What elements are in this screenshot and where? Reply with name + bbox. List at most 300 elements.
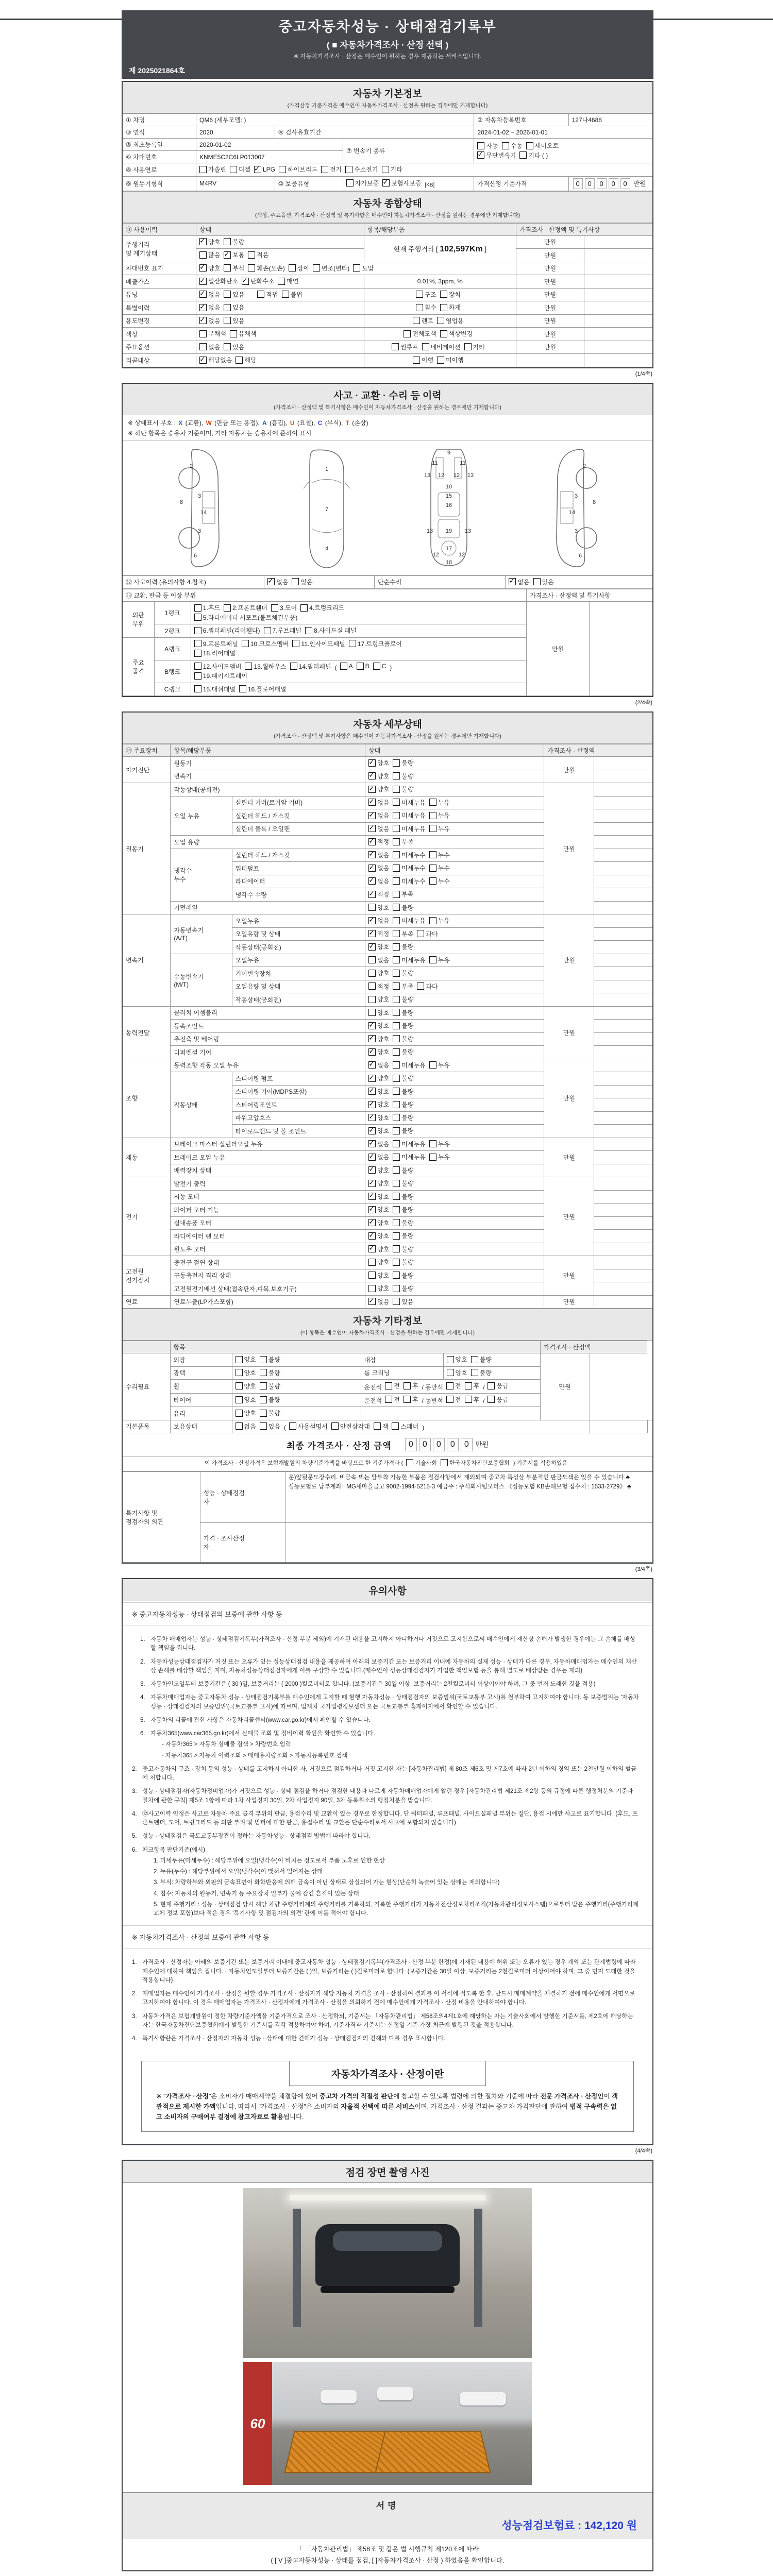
checkbox-미세누수[interactable] <box>393 851 425 859</box>
checkbox-네비게이션[interactable] <box>422 343 461 351</box>
checkbox-양호[interactable] <box>368 903 389 912</box>
checkbox-label: A <box>348 663 353 670</box>
checkbox-양호[interactable] <box>368 1113 389 1122</box>
checkbox-많음[interactable] <box>199 250 220 259</box>
checkbox-누유[interactable] <box>429 916 450 925</box>
checkbox-양호[interactable] <box>368 1021 389 1030</box>
checkbox-box-icon <box>393 904 400 911</box>
comp-row-item: 현재 주행거리 [ 102,597Km ] <box>364 235 516 262</box>
checkbox-있음[interactable] <box>224 343 244 351</box>
checkbox-2.프론트휀더[interactable] <box>224 603 267 612</box>
checkbox-B[interactable] <box>357 663 369 670</box>
checkbox-불량[interactable] <box>393 1113 413 1122</box>
checkbox-구조[interactable] <box>416 290 436 299</box>
checkbox-box-icon <box>260 1356 267 1363</box>
checkbox-부식[interactable] <box>224 264 244 273</box>
checkbox-box-icon <box>292 640 299 647</box>
checkbox-불량[interactable] <box>393 1100 413 1109</box>
checkbox-불량[interactable] <box>393 1021 413 1030</box>
checkbox-영업용[interactable] <box>437 316 464 325</box>
checkbox-양호[interactable] <box>368 785 389 793</box>
checkbox-미세누수[interactable] <box>393 863 425 872</box>
checkbox-가솔린[interactable] <box>199 165 226 174</box>
checkbox-불량[interactable] <box>260 1355 280 1364</box>
checkbox-있음[interactable] <box>224 290 244 299</box>
checkbox-무채색[interactable] <box>199 329 226 338</box>
checkbox-미세누유[interactable] <box>393 824 425 833</box>
checkbox-미세누유[interactable] <box>393 1153 425 1161</box>
device-item-status <box>365 862 544 875</box>
checkbox-해당[interactable] <box>236 355 256 364</box>
checkbox-양호[interactable] <box>368 1218 389 1227</box>
checkbox-양호[interactable] <box>236 1368 256 1377</box>
checkbox-label: 11.인사이드패널 <box>301 640 345 648</box>
checkbox-5.라디에이터 서포트(볼트체결부품)[interactable] <box>194 613 298 622</box>
checkbox-미세누유[interactable] <box>393 798 425 807</box>
checkbox-미세누유[interactable] <box>393 1140 425 1148</box>
pricing-definition-title: 자동차가격조사 · 산정이란 <box>289 2061 486 2086</box>
opinion-text: 운)앞뒷문도장수리. 비금속 또는 탈부착 가능한 부품은 점검사항에서 제외되며 중고차 특성상 부분적인 판금도색은 있을 수 있습니다.♣ 성능보험료 납부계좌 : MG새마을금고 9002-1994-5215-3 예금주 : 주식회사팀모터스 《성능보험 KB손해보험 접수처 : 1533-2729》 ♣ <box>285 1472 652 1523</box>
checkbox-없음[interactable] <box>199 303 220 312</box>
checkbox-box-icon <box>368 851 376 858</box>
legend-desc: (교환), <box>183 419 205 427</box>
checkbox-상이[interactable] <box>289 264 309 273</box>
checkbox-양호[interactable] <box>368 1074 389 1082</box>
checkbox-있음[interactable] <box>292 578 312 586</box>
checkbox-3.도어[interactable] <box>271 603 297 612</box>
checkbox-불량[interactable] <box>393 1271 413 1280</box>
checkbox-없음[interactable] <box>199 290 220 299</box>
checkbox-7.루브패널[interactable] <box>264 626 301 635</box>
checkbox-적음[interactable] <box>248 250 268 259</box>
checkbox-C[interactable] <box>373 663 386 670</box>
checkbox-양호[interactable] <box>236 1382 256 1391</box>
checkbox-box-icon <box>393 812 400 819</box>
checkbox-전[interactable] <box>385 1395 400 1404</box>
checkbox-label: 양호 <box>377 1048 390 1056</box>
checkbox-1.후드[interactable] <box>194 603 220 612</box>
checkbox-label: 불량 <box>401 786 414 793</box>
checkbox-양호[interactable] <box>236 1355 256 1364</box>
device-subgroup-label: 작동상태 <box>171 1072 232 1138</box>
checkbox-8.사이드실 패널[interactable] <box>305 626 357 635</box>
notice-item-text: 자동차가격은 보험개발원이 정한 차량기준가액을 기준가격으로 조사 · 산정하되, 기준서는 「자동차관리법」 제58조의4제1호에 해당하는 자는 기술사회에서 발행한 기준서를, 제2호에 해당하는 자는 한국자동차진단보증협회에서 발행한 기준서를 각각 적용하여야 하며, 기준가격과 기준서는 산정일 기준 가장 최근에 발행된 것을 적용합니다. <box>142 2013 633 2028</box>
device-row-note <box>594 1151 652 1164</box>
checkbox-없음[interactable] <box>199 316 220 325</box>
checkbox-훼손(오손)[interactable] <box>248 264 284 273</box>
checkbox-box-icon <box>404 1382 411 1389</box>
checkbox-무단변속기[interactable] <box>477 151 516 160</box>
checkbox-없음[interactable] <box>368 1061 389 1070</box>
checkbox-부족[interactable] <box>393 982 413 991</box>
checkbox-양호[interactable] <box>368 1179 389 1188</box>
checkbox-기타 ( )[interactable] <box>519 151 548 160</box>
checkbox-14.필러패널[interactable] <box>290 662 331 671</box>
checkbox-17.트렁크플로어[interactable] <box>349 639 402 648</box>
checkbox-label: 렌트 <box>421 317 433 325</box>
checkbox-불량[interactable] <box>260 1409 280 1417</box>
checkbox-후[interactable] <box>465 1395 480 1404</box>
pricing-text-segment: 에 참고할 수 있도록 법령에 의한 절차와 기준에 따라 <box>393 2093 541 2100</box>
checkbox-양호[interactable] <box>368 1087 389 1096</box>
checkbox-불량[interactable] <box>260 1368 280 1377</box>
checkbox-적정[interactable] <box>368 929 389 938</box>
checkbox-있음[interactable] <box>533 578 554 586</box>
checkbox-미세누유[interactable] <box>393 916 425 925</box>
checkbox-적정[interactable] <box>368 890 389 899</box>
device-subgroup-label: 냉각수 누수 <box>171 849 232 901</box>
checkbox-불량[interactable] <box>260 1395 280 1404</box>
rank-note <box>590 602 652 696</box>
checkbox-매연[interactable] <box>278 277 298 285</box>
checkbox-box-icon <box>413 317 420 324</box>
checkbox-양호[interactable] <box>368 1271 389 1280</box>
checkbox-없음[interactable] <box>368 798 389 807</box>
checkbox-없음[interactable] <box>368 1297 389 1306</box>
diagram-zone-number: 13 <box>467 472 474 479</box>
checkbox-없음[interactable] <box>368 916 389 925</box>
checkbox-불량[interactable] <box>393 1035 413 1043</box>
checkbox-양호[interactable] <box>199 264 220 273</box>
checkbox-양호[interactable] <box>447 1368 467 1377</box>
checkbox-box-icon <box>368 1048 376 1056</box>
checkbox-없음[interactable] <box>368 863 389 872</box>
checkbox-적법[interactable] <box>257 290 278 299</box>
checkbox-양호[interactable] <box>368 1245 389 1253</box>
checkbox-label: 양호 <box>377 1127 390 1134</box>
checkbox-불량[interactable] <box>471 1368 492 1377</box>
checkbox-미세누수[interactable] <box>393 877 425 886</box>
checkbox-불량[interactable] <box>393 1074 413 1082</box>
checkbox-없음[interactable] <box>368 824 389 833</box>
checkbox-A[interactable] <box>340 663 353 670</box>
checkbox-전[interactable] <box>446 1395 461 1404</box>
checkbox-불량[interactable] <box>260 1382 280 1391</box>
checkbox-없음[interactable] <box>509 578 529 586</box>
checkbox-label: 불량 <box>401 1272 414 1279</box>
device-row-note <box>594 1243 652 1256</box>
checkbox-누수[interactable] <box>429 863 450 872</box>
checkbox-label: 적정 <box>377 930 390 938</box>
checkbox-box-icon <box>471 1356 478 1363</box>
checkbox-미세누유[interactable] <box>393 811 425 820</box>
checkbox-불량[interactable] <box>393 903 413 912</box>
car-diagram-top-icon <box>298 446 355 570</box>
checkbox-양호[interactable] <box>368 1035 389 1043</box>
checkbox-렌트[interactable] <box>413 316 433 325</box>
checkbox-미이행[interactable] <box>437 355 464 364</box>
checkbox-없음[interactable] <box>368 1153 389 1161</box>
checkbox-12.사이드멤버[interactable] <box>194 662 242 671</box>
checkbox-box-icon <box>429 1154 436 1161</box>
checkbox-과다[interactable] <box>417 982 438 991</box>
checkbox-양호[interactable] <box>368 1284 389 1293</box>
checkbox-탄화수소[interactable] <box>242 277 274 285</box>
checkbox-box-icon <box>393 1009 400 1016</box>
checkbox-기술사회[interactable] <box>406 1459 437 1467</box>
checkbox-부족[interactable] <box>393 890 413 899</box>
device-row-note <box>594 1138 652 1151</box>
checkbox-불량[interactable] <box>393 1284 413 1293</box>
checkbox-해당없음[interactable] <box>199 355 232 364</box>
notice-item-number: 3. <box>140 1681 145 1687</box>
checkbox-4.트렁크리드[interactable] <box>300 603 344 612</box>
checkbox-양호[interactable] <box>368 942 389 951</box>
checkbox-양호[interactable] <box>199 238 220 246</box>
device-item-label: 실린더 커버(로커암 커버) <box>232 796 365 809</box>
checkbox-자동[interactable] <box>477 141 498 150</box>
checkbox-6.쿼터패널(리어휀다)[interactable] <box>194 626 260 635</box>
checkbox-있음[interactable] <box>393 1297 413 1306</box>
checkbox-미세누유[interactable] <box>393 1061 425 1070</box>
checkbox-누유[interactable] <box>429 1153 450 1161</box>
table-row <box>123 1472 652 1523</box>
notice-item-number: 2. <box>132 1991 137 1997</box>
checkbox-label: 없음 <box>208 317 221 325</box>
basic-info-note: (가격산정 기준가격은 매수인이 자동차가격조사 · 산정을 원하는 경우에만 기재합니다) <box>287 103 488 109</box>
checkbox-디젤[interactable] <box>230 165 250 174</box>
checkbox-장치[interactable] <box>440 290 461 299</box>
checkbox-label: 미세누수 <box>401 877 426 885</box>
checkbox-불량[interactable] <box>393 1258 413 1266</box>
checkbox-label: 불량 <box>401 1193 414 1200</box>
checkbox-11.인사이드패널[interactable] <box>292 639 345 648</box>
checkbox-19.패키지트레이[interactable] <box>194 671 247 680</box>
checkbox-보험사보증[interactable] <box>382 179 421 188</box>
checkbox-응급[interactable] <box>488 1395 508 1404</box>
checkbox-없음[interactable] <box>368 956 389 964</box>
checkbox-양호[interactable] <box>368 1126 389 1135</box>
device-row-note <box>594 770 652 783</box>
signature-band <box>123 2493 652 2539</box>
checkbox-15.대쉬패널[interactable] <box>194 685 236 693</box>
checkbox-미세누유[interactable] <box>393 956 425 964</box>
checkbox-없음[interactable] <box>368 1140 389 1148</box>
simple-repair-checks <box>506 575 652 589</box>
checkbox-전기[interactable] <box>321 165 342 174</box>
checkbox-기타[interactable] <box>464 343 485 351</box>
checkbox-불량[interactable] <box>393 995 413 1004</box>
checkbox-부족[interactable] <box>393 929 413 938</box>
checkbox-불량[interactable] <box>393 1087 413 1096</box>
device-item-status <box>365 1046 544 1059</box>
checkbox-누유[interactable] <box>429 798 450 807</box>
checkbox-불량[interactable] <box>393 1192 413 1201</box>
checkbox-누수[interactable] <box>429 877 450 886</box>
checkbox-불량[interactable] <box>393 969 413 977</box>
comp-head-item: 항목/해당부품 <box>364 223 516 235</box>
checkbox-불량[interactable] <box>393 1008 413 1017</box>
checkbox-양호[interactable] <box>368 1205 389 1214</box>
checkbox-누유[interactable] <box>429 1140 450 1148</box>
checkbox-없음[interactable] <box>236 1422 256 1431</box>
checkbox-잭[interactable] <box>374 1422 389 1431</box>
checkbox-도말[interactable] <box>353 264 374 273</box>
page-marker-4: (4/4쪽) <box>635 2148 652 2155</box>
etc-cell-checks <box>232 1366 361 1380</box>
checkbox-전[interactable] <box>446 1381 461 1390</box>
checkbox-18.리어패널[interactable] <box>194 649 236 657</box>
device-item-label: 스티어링 펌프 <box>232 1072 365 1086</box>
checkbox-불량[interactable] <box>393 758 413 767</box>
checkbox-응급[interactable] <box>488 1381 508 1390</box>
checkbox-양호[interactable] <box>368 1231 389 1240</box>
checkbox-자가보증[interactable] <box>346 179 379 188</box>
checkbox-16.플로어패널[interactable] <box>239 685 287 693</box>
checkbox-없음[interactable] <box>368 851 389 859</box>
exchange-price-head: 가격조사 · 산정액 및 특기사항 <box>527 589 652 602</box>
checkbox-불량[interactable] <box>224 238 244 246</box>
table-row <box>123 1420 652 1433</box>
checkbox-불량[interactable] <box>393 1245 413 1253</box>
checkbox-양호[interactable] <box>368 1166 389 1175</box>
notices-body <box>123 1601 652 2052</box>
checkbox-양호[interactable] <box>368 1192 389 1201</box>
checkbox-수동[interactable] <box>502 141 523 150</box>
checkbox-없음[interactable] <box>368 811 389 820</box>
checkbox-box-icon <box>393 851 400 858</box>
diagram-zone-number: 2 <box>189 463 193 469</box>
checkbox-없음[interactable] <box>368 877 389 886</box>
checkbox-침수[interactable] <box>416 303 436 312</box>
notice-item-text: 자동차매매업자는 중고자동차 성능 · 상태점검기록부를 매수인에게 고지할 때 현행 자동차성능 · 상태점검자의 보증범위(국토교통부 고시)를 첨부하여 고지하여야 합니다. 동 보증범위는 '자동차성능 · 상태점검자의 보증범위'(국토교통부 고시)에 따르며, 법제처 국가법령정보센터 또는 국토교통부 홈페이지에서 확인할 수 있습니다. <box>150 1694 639 1710</box>
checkbox-불량[interactable] <box>393 1205 413 1214</box>
garage-light <box>290 2195 485 2200</box>
checkbox-불량[interactable] <box>393 772 413 781</box>
checkbox-양호[interactable] <box>447 1355 467 1364</box>
device-group-price: 만원 <box>544 1059 594 1138</box>
checkbox-스패너[interactable] <box>392 1422 418 1431</box>
checkbox-기타[interactable] <box>382 165 402 174</box>
checkbox-box-icon <box>465 1396 472 1403</box>
checkbox-양호[interactable] <box>368 969 389 977</box>
checkbox-이행[interactable] <box>413 355 433 364</box>
checkbox-label: 양호 <box>377 1035 390 1043</box>
checkbox-불량[interactable] <box>471 1355 492 1364</box>
device-row-note <box>594 1020 652 1033</box>
checkbox-label: 부족 <box>401 982 414 990</box>
checkbox-누유[interactable] <box>429 1061 450 1070</box>
comp-row-status <box>196 262 516 275</box>
checkbox-label: 불량 <box>401 1114 414 1122</box>
checkbox-label: 양호 <box>244 1369 256 1377</box>
notice-item-text: 자동차의 리콜에 관한 사항은 자동차리콜센터(www.car.go.kr)에서 확인할 수 있습니다. <box>150 1717 371 1723</box>
checkbox-양호[interactable] <box>368 995 389 1004</box>
checkbox-세미오토[interactable] <box>526 141 559 150</box>
checkbox-적정[interactable] <box>368 837 389 846</box>
checkbox-적정[interactable] <box>368 982 389 991</box>
checkbox-불량[interactable] <box>393 1126 413 1135</box>
checkbox-label: 6.쿼터패널(리어휀다) <box>203 627 260 634</box>
checkbox-누유[interactable] <box>429 956 450 964</box>
checkbox-한국자동차진단보증협회[interactable] <box>441 1459 510 1467</box>
comp-row-label: 특별이력 <box>123 301 196 315</box>
checkbox-썬루프[interactable] <box>392 343 418 351</box>
checkbox-있음[interactable] <box>260 1422 280 1431</box>
car-diagram-side-left-icon <box>171 446 233 570</box>
checkbox-box-icon <box>248 264 255 272</box>
checkbox-보통[interactable] <box>224 250 244 259</box>
checkbox-부족[interactable] <box>393 837 413 846</box>
pricing-definition-box <box>141 2061 634 2132</box>
checkbox-13.휠하우스[interactable] <box>245 662 286 671</box>
device-item-label: 작동상태(공회전) <box>232 941 365 954</box>
notice-item-text: ⑫사고이력 인정은 사고로 자동차 주요 골격 부위의 판금, 용접수리 및 교환이 있는 경우로 한정합니다. 단 쿼터패널, 루프패널, 사이드실패널 부위는 절단, 용접 시에만 사고로 표기합니다. (후드, 프론트펜더, 도어, 트렁크리드 등 외판 부위 및 범퍼에 대한 판금, 용접수리 및 교환은 단순수리로서 사고에 포함되지 않습니다) <box>142 1810 638 1826</box>
diagram-zone-number: 10 <box>445 483 452 490</box>
checkbox-불량[interactable] <box>393 942 413 951</box>
checkbox-box-icon <box>368 982 376 990</box>
checkbox-안전삼각대[interactable] <box>331 1422 370 1431</box>
checkbox-하이브리드[interactable] <box>279 165 317 174</box>
checkbox-없음[interactable] <box>199 343 220 351</box>
checkbox-LPG[interactable] <box>254 166 275 173</box>
checkbox-양호[interactable] <box>368 758 389 767</box>
comprehensive-title: 자동차 종합상태 <box>353 198 422 209</box>
checkbox-누수[interactable] <box>429 851 450 859</box>
checkbox-누유[interactable] <box>429 811 450 820</box>
checkbox-불량[interactable] <box>393 1047 413 1056</box>
checkbox-불량[interactable] <box>393 785 413 793</box>
checkbox-양호[interactable] <box>368 772 389 781</box>
checkbox-없음[interactable] <box>267 578 288 586</box>
device-row-note <box>594 783 652 796</box>
checkbox-양호[interactable] <box>236 1395 256 1404</box>
checkbox-불법[interactable] <box>282 290 303 299</box>
checkbox-불량[interactable] <box>393 1166 413 1175</box>
checkbox-후[interactable] <box>404 1381 418 1390</box>
checkbox-불량[interactable] <box>393 1231 413 1240</box>
diagram-zone-number: 12 <box>453 472 460 479</box>
checkbox-전체도색[interactable] <box>404 329 436 338</box>
diagram-zone-number: 4 <box>325 545 328 552</box>
checkbox-사용설명서[interactable] <box>289 1422 328 1431</box>
checkbox-box-icon <box>393 943 400 951</box>
checkbox-label: 불량 <box>401 759 414 767</box>
checkbox-불량[interactable] <box>393 1218 413 1227</box>
checkbox-유채색[interactable] <box>230 329 257 338</box>
checkbox-화재[interactable] <box>440 303 461 312</box>
checkbox-있음[interactable] <box>224 316 244 325</box>
checkbox-변조(변타)[interactable] <box>313 264 349 273</box>
checkbox-불량[interactable] <box>393 1179 413 1188</box>
checkbox-label: 전 <box>455 1396 461 1403</box>
notice-item-number: 4. <box>132 2036 137 2042</box>
token-text: / <box>483 1383 485 1391</box>
checkbox-box-icon <box>368 1022 376 1029</box>
checkbox-누유[interactable] <box>429 824 450 833</box>
checkbox-있음[interactable] <box>224 303 244 312</box>
checkbox-색상변경[interactable] <box>440 329 473 338</box>
checkbox-양호[interactable] <box>368 1047 389 1056</box>
checkbox-양호[interactable] <box>368 1008 389 1017</box>
checkbox-후[interactable] <box>404 1395 418 1404</box>
checkbox-전[interactable] <box>385 1381 400 1390</box>
checkbox-양호[interactable] <box>368 1258 389 1266</box>
checkbox-양호[interactable] <box>236 1409 256 1417</box>
checkbox-일산화탄소[interactable] <box>199 277 238 285</box>
table-row <box>123 1006 652 1020</box>
checkbox-box-icon <box>236 1422 243 1430</box>
checkbox-후[interactable] <box>465 1381 480 1390</box>
checkbox-label: 양호 <box>377 996 390 1003</box>
checkbox-9.프론트패널[interactable] <box>194 639 238 648</box>
checkbox-수소전기[interactable] <box>345 165 378 174</box>
checkbox-양호[interactable] <box>368 1100 389 1109</box>
checkbox-10.크로스멤버[interactable] <box>242 639 289 648</box>
checkbox-과다[interactable] <box>417 929 438 938</box>
checkbox-label: 양호 <box>208 238 221 246</box>
inspection-report-page <box>0 10 773 2571</box>
